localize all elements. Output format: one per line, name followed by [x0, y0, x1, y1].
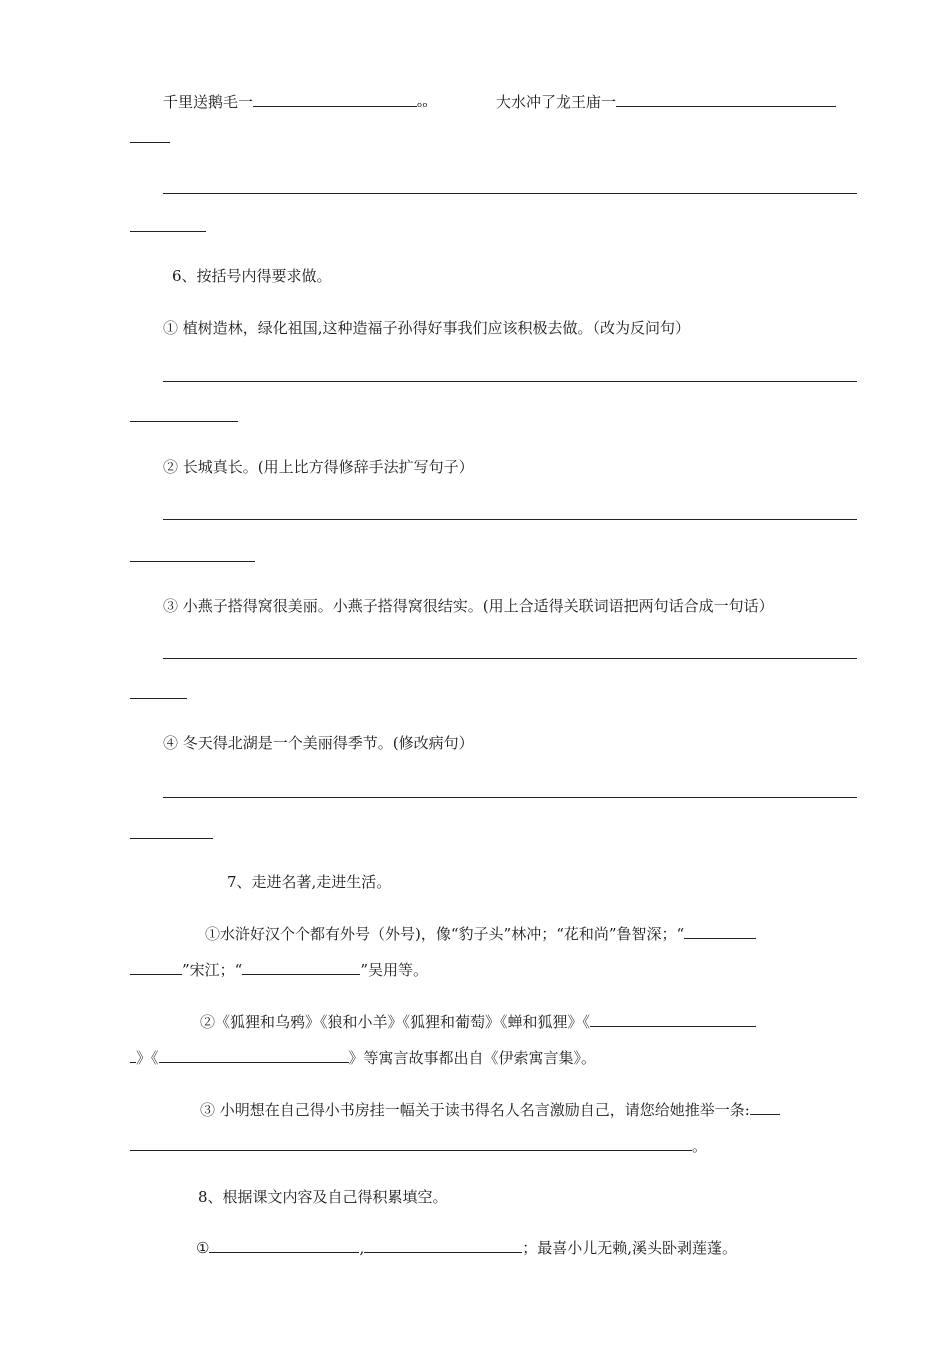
poem-blank-2[interactable]: [364, 1238, 522, 1253]
answer-line-continuation[interactable]: [130, 142, 170, 143]
idiom-line-1: [163, 92, 428, 114]
q7-item-1-cont: [130, 960, 428, 980]
q7-item-1-text: ①水浒好汉个个都有外号（外号)，像“豹子头”林冲；“花和尚”鲁智深；“: [205, 925, 685, 943]
q6-item-2: ② 长城真长。(用上比方得修辞手法扩写句子）: [163, 458, 474, 476]
q8-title: 8、根据课文内容及自己得积累填空。: [198, 1188, 448, 1206]
idiom-2-text: 大水冲了龙王庙一: [496, 93, 617, 111]
nickname-blank-1[interactable]: [684, 924, 756, 939]
q6-item-1: ① 植树造林，绿化祖国,这种造福子孙得好事我们应该积极去做。（改为反问句）: [163, 319, 691, 337]
fable-blank-1[interactable]: [590, 1012, 756, 1027]
q8-item-1-label: ①: [196, 1239, 210, 1257]
idiom-2-blank[interactable]: [616, 92, 836, 107]
q7-item-1-mid: ”宋江；“: [182, 961, 243, 979]
q8-item-1-sep: ,: [359, 1239, 365, 1257]
poem-blank-1[interactable]: [209, 1238, 359, 1253]
answer-line-continuation[interactable]: [130, 561, 255, 562]
q7-item-3: [200, 1100, 780, 1120]
quote-blank-cont[interactable]: [130, 1136, 692, 1151]
q7-item-3-text: ③ 小明想在自己得小书房挂一幅关于读书得名人名言激励自己，请您给她推举一条:: [200, 1101, 750, 1119]
q8-item-1-end: ；最喜小儿无赖,溪头卧剥莲蓬。: [522, 1239, 738, 1257]
fable-blank-2[interactable]: [159, 1048, 349, 1063]
answer-line[interactable]: [163, 658, 857, 659]
q7-item-3-end: 。: [692, 1137, 708, 1155]
q7-item-1: [205, 924, 756, 944]
answer-line-continuation[interactable]: [130, 231, 206, 232]
answer-line[interactable]: [163, 519, 857, 520]
answer-line[interactable]: [163, 381, 857, 382]
q7-item-3-cont: [130, 1136, 707, 1156]
q8-item-1: [196, 1238, 737, 1258]
q7-item-1-end: ”吴用等。: [360, 961, 429, 979]
q6-title: 6、按括号内得要求做。: [172, 267, 332, 285]
quote-blank[interactable]: [750, 1100, 780, 1115]
idiom-1-tail: ₒₒ: [417, 96, 428, 111]
answer-line-continuation[interactable]: [130, 838, 213, 839]
q7-title: 7、走进名著,走进生活。: [227, 873, 392, 891]
q7-item-2: [200, 1012, 756, 1032]
nickname-blank-1-cont[interactable]: [130, 960, 182, 975]
q7-item-2-text: ②《狐狸和乌鸦》《狼和小羊》《狐狸和葡萄》《蝉和狐狸》《: [200, 1013, 591, 1031]
q7-item-2-end: 》等寓言故事都出自《伊索寓言集》。: [348, 1049, 597, 1067]
q6-item-3: ③ 小燕子搭得窝很美丽。小燕子搭得窝很结实。(用上合适得关联词语把两句话合成一句话）: [163, 597, 774, 615]
idiom-line-2: [496, 92, 836, 112]
nickname-blank-2[interactable]: [242, 960, 360, 975]
q7-item-2-mid: 》《: [136, 1049, 159, 1067]
idiom-1-text: 千里送鹅毛一: [163, 93, 254, 111]
answer-line[interactable]: [163, 797, 857, 798]
q7-item-2-cont: [130, 1048, 596, 1068]
idiom-1-blank[interactable]: [253, 92, 417, 107]
answer-line-continuation[interactable]: [130, 421, 238, 422]
answer-line-continuation[interactable]: [130, 698, 187, 699]
answer-line[interactable]: [163, 193, 857, 194]
q6-item-4: ④ 冬天得北湖是一个美丽得季节。(修改病句）: [163, 734, 474, 752]
